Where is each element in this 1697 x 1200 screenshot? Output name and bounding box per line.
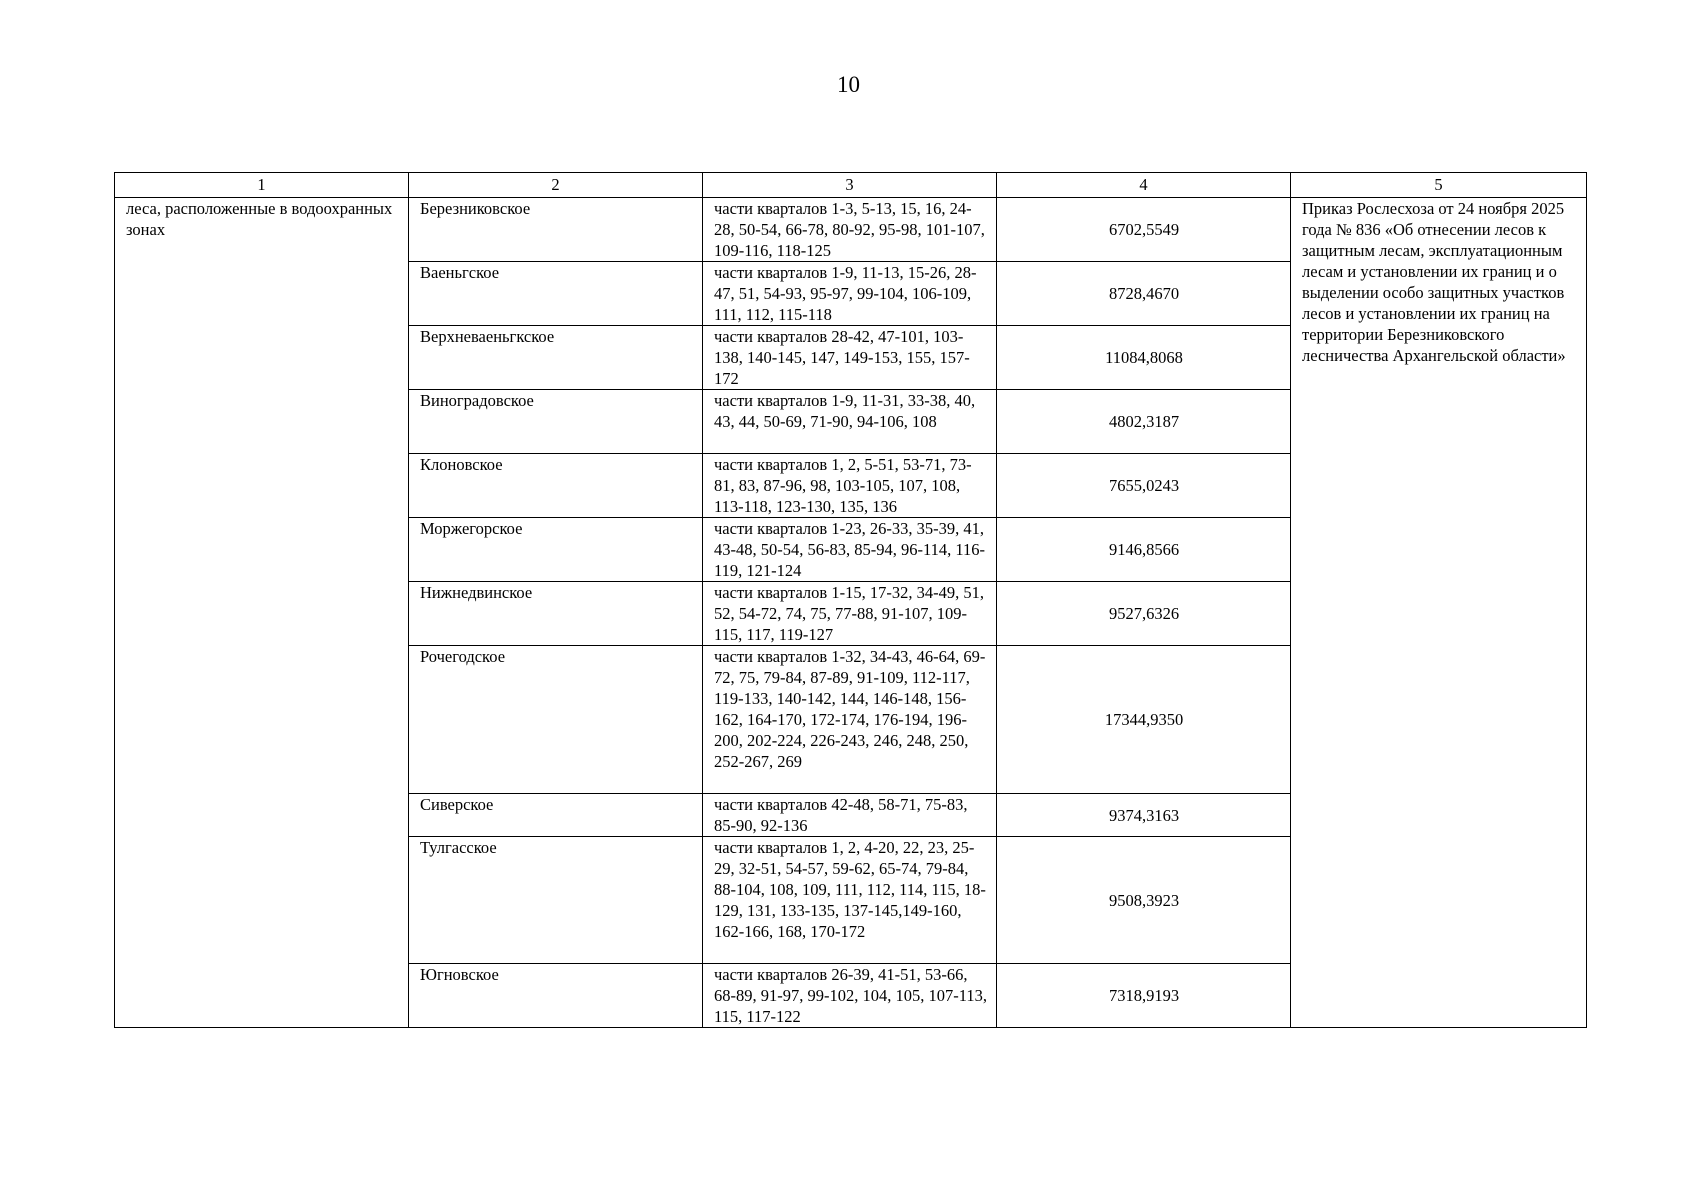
area-cell: 11084,8068 <box>997 326 1291 390</box>
area-cell: 9508,3923 <box>997 837 1291 964</box>
quarter-parts-cell: части кварталов 42-48, 58-71, 75-83, 85-90, 92-136 <box>703 794 997 837</box>
column-header: 3 <box>703 173 997 198</box>
quarter-parts-cell: части кварталов 1-32, 34-43, 46-64, 69-72, 75, 79-84, 87-89, 91-109, 112-117, 119-133, 140-142, 144, 146-148, 156-162, 164-170, 172-174, 176-194, 196-200, 202-224, 226-243, 246, 248, 250, 252-267, 269 <box>703 646 997 794</box>
quarter-parts-cell: части кварталов 1-23, 26-33, 35-39, 41, 43-48, 50-54, 56-83, 85-94, 96-114, 116-119, 121-124 <box>703 518 997 582</box>
column-header: 1 <box>115 173 409 198</box>
forest-table <box>114 172 1587 1028</box>
quarter-parts-cell: части кварталов 26-39, 41-51, 53-66, 68-89, 91-97, 99-102, 104, 105, 107-113, 115, 117-122 <box>703 964 997 1028</box>
forestry-name-cell: Клоновское <box>409 454 703 518</box>
forestry-name-cell: Рочегодское <box>409 646 703 794</box>
area-cell: 7655,0243 <box>997 454 1291 518</box>
quarter-parts-cell: части кварталов 1-15, 17-32, 34-49, 51, 52, 54-72, 74, 75, 77-88, 91-107, 109-115, 117, 119-127 <box>703 582 997 646</box>
forestry-name-cell: Ваеньгское <box>409 262 703 326</box>
table-row <box>115 198 1587 262</box>
forestry-name-cell: Березниковское <box>409 198 703 262</box>
legal-document-cell: Приказ Рослесхоза от 24 ноября 2025 года № 836 «Об отнесении лесов к защитным лесам, эксплуатационным лесам и установлении их границ и о выделении особо защитных участков лесов и установлении их границ на территории Березниковского лесничества Архангельской области» <box>1291 198 1587 1028</box>
area-cell: 8728,4670 <box>997 262 1291 326</box>
page-number: 10 <box>837 72 860 97</box>
area-cell: 7318,9193 <box>997 964 1291 1028</box>
area-cell: 9146,8566 <box>997 518 1291 582</box>
forestry-name-cell: Сиверское <box>409 794 703 837</box>
column-header: 2 <box>409 173 703 198</box>
forestry-name-cell: Виноградовское <box>409 390 703 454</box>
header-row <box>115 173 1587 198</box>
quarter-parts-cell: части кварталов 28-42, 47-101, 103-138, 140-145, 147, 149-153, 155, 157-172 <box>703 326 997 390</box>
area-cell: 17344,9350 <box>997 646 1291 794</box>
quarter-parts-cell: части кварталов 1-3, 5-13, 15, 16, 24-28, 50-54, 66-78, 80-92, 95-98, 101-107, 109-116, 118-125 <box>703 198 997 262</box>
column-header: 4 <box>997 173 1291 198</box>
forest-category-cell: леса, расположенные в водоохранных зонах <box>115 198 409 1028</box>
forestry-name-cell: Югновское <box>409 964 703 1028</box>
quarter-parts-cell: части кварталов 1-9, 11-31, 33-38, 40, 43, 44, 50-69, 71-90, 94-106, 108 <box>703 390 997 454</box>
forestry-name-cell: Тулгасское <box>409 837 703 964</box>
quarter-parts-cell: части кварталов 1-9, 11-13, 15-26, 28-47, 51, 54-93, 95-97, 99-104, 106-109, 111, 112, 115-118 <box>703 262 997 326</box>
area-cell: 9374,3163 <box>997 794 1291 837</box>
forestry-name-cell: Нижнедвинское <box>409 582 703 646</box>
quarter-parts-cell: части кварталов 1, 2, 5-51, 53-71, 73-81, 83, 87-96, 98, 103-105, 107, 108, 113-118, 123-130, 135, 136 <box>703 454 997 518</box>
area-cell: 6702,5549 <box>997 198 1291 262</box>
area-cell: 9527,6326 <box>997 582 1291 646</box>
forestry-name-cell: Моржегорское <box>409 518 703 582</box>
forestry-name-cell: Верхневаеньгкское <box>409 326 703 390</box>
area-cell: 4802,3187 <box>997 390 1291 454</box>
column-header: 5 <box>1291 173 1587 198</box>
quarter-parts-cell: части кварталов 1, 2, 4-20, 22, 23, 25-29, 32-51, 54-57, 59-62, 65-74, 79-84, 88-104, 108, 109, 111, 112, 114, 115, 18-129, 131, 133-135, 137-145,149-160, 162-166, 168, 170-172 <box>703 837 997 964</box>
